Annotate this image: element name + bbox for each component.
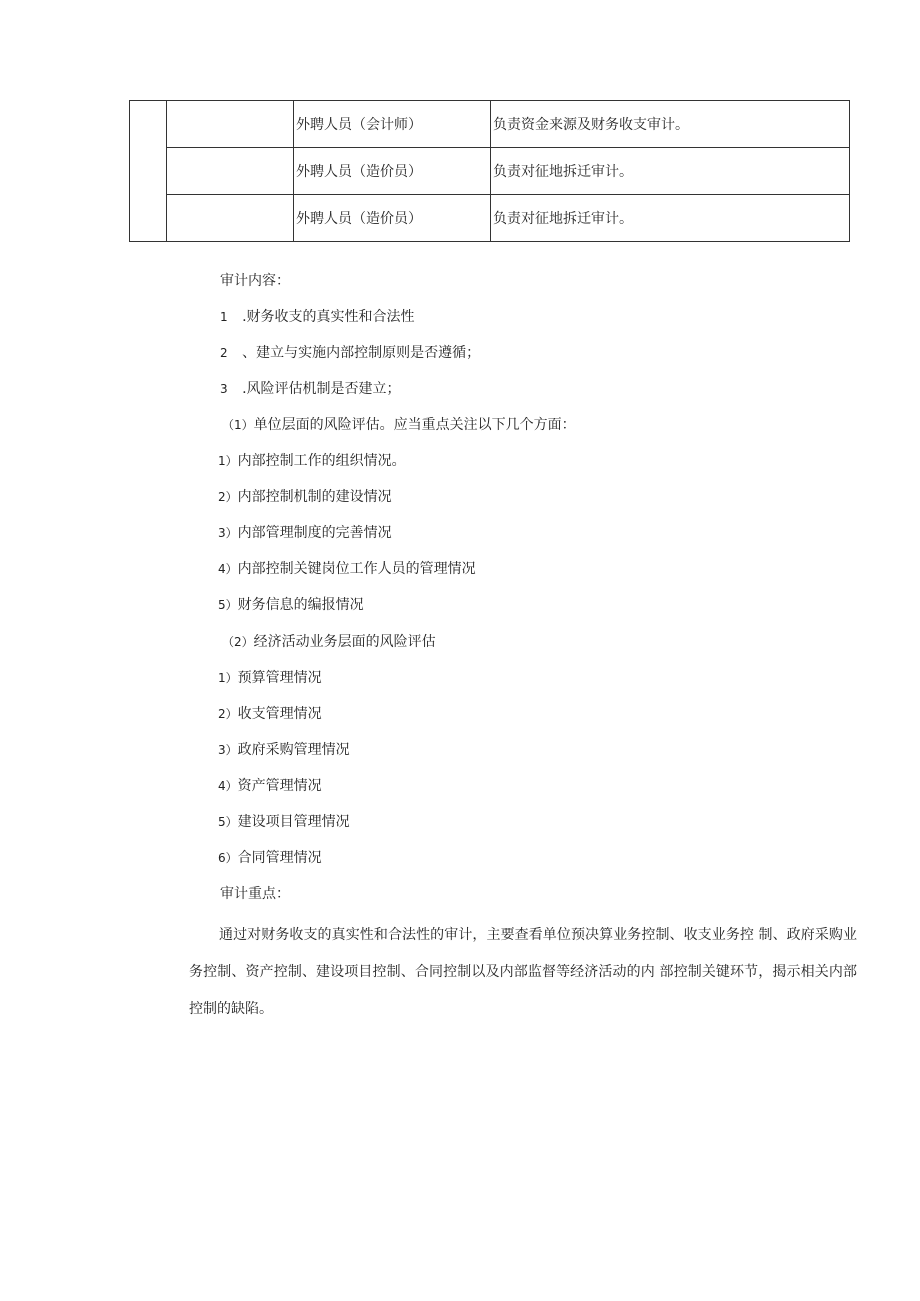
list-item-text: 资产管理情况 bbox=[237, 778, 322, 794]
list-item bbox=[218, 668, 322, 688]
list-item-text: 内部控制机制的建设情况 bbox=[237, 489, 392, 505]
list-item-text: .财务收支的真实性和合法性 bbox=[242, 309, 415, 325]
list-item bbox=[218, 523, 392, 543]
table-cell-duty: 负责资金来源及财务收支审计。 bbox=[491, 101, 850, 148]
list-item-number: 1 bbox=[220, 310, 228, 324]
list-item-text: 内部管理制度的完善情况 bbox=[237, 525, 392, 541]
list-item bbox=[218, 451, 406, 471]
list-item-text: 预算管理情况 bbox=[237, 670, 322, 686]
sub-heading-number: （2） bbox=[222, 635, 254, 649]
list-item-number: 1） bbox=[218, 454, 238, 468]
sub-heading-text: 经济活动业务层面的风险评估 bbox=[253, 634, 436, 650]
list-item-number: 2） bbox=[218, 490, 238, 504]
list-item bbox=[220, 379, 401, 399]
list-item-number: 3） bbox=[218, 743, 238, 757]
list-item-number: 2 bbox=[220, 346, 228, 360]
list-item bbox=[220, 307, 415, 327]
list-item-number: 3） bbox=[218, 526, 238, 540]
list-item-text: 政府采购管理情况 bbox=[237, 742, 350, 758]
list-item-text: 内部控制工作的组织情况。 bbox=[237, 453, 406, 469]
list-item-text: 收支管理情况 bbox=[237, 706, 322, 722]
sub-heading-number: （1） bbox=[222, 418, 254, 432]
audit-focus-heading: 审计重点： bbox=[220, 886, 290, 902]
table-cell-role: 外聘人员（造价员） bbox=[294, 148, 491, 195]
sub-heading bbox=[222, 415, 576, 435]
list-item-text: .风险评估机制是否建立； bbox=[242, 381, 401, 397]
list-item bbox=[218, 812, 350, 832]
table-row bbox=[130, 195, 850, 242]
list-item-number: 3 bbox=[220, 382, 228, 396]
list-item-number: 5） bbox=[218, 815, 238, 829]
sub-heading bbox=[222, 632, 436, 652]
list-item bbox=[218, 487, 392, 507]
table-cell-empty bbox=[167, 148, 294, 195]
table-cell-empty bbox=[167, 195, 294, 242]
list-item-text: 、建立与实施内部控制原则是否遵循； bbox=[242, 345, 481, 361]
audit-content-heading: 审计内容： bbox=[220, 273, 290, 289]
table-cell-role: 外聘人员（会计师） bbox=[294, 101, 491, 148]
list-item-number: 2） bbox=[218, 707, 238, 721]
list-item bbox=[218, 740, 350, 760]
list-item-number: 4） bbox=[218, 779, 238, 793]
list-item bbox=[218, 704, 322, 724]
list-item-text: 财务信息的编报情况 bbox=[237, 597, 364, 613]
table-row bbox=[130, 101, 850, 148]
list-item-number: 5） bbox=[218, 598, 238, 612]
list-item bbox=[220, 343, 480, 363]
table-cell-empty bbox=[167, 101, 294, 148]
list-item bbox=[218, 776, 322, 796]
list-item-number: 4） bbox=[218, 562, 238, 576]
list-item-number: 6） bbox=[218, 851, 238, 865]
list-item bbox=[218, 848, 322, 868]
list-item-text: 建设项目管理情况 bbox=[237, 814, 350, 830]
list-item bbox=[218, 559, 476, 579]
list-item-text: 合同管理情况 bbox=[237, 850, 322, 866]
table-cell-duty: 负责对征地拆迁审计。 bbox=[491, 148, 850, 195]
table-cell-role: 外聘人员（造价员） bbox=[294, 195, 491, 242]
staff-table bbox=[129, 100, 850, 242]
sub-heading-text: 单位层面的风险评估。应当重点关注以下几个方面： bbox=[253, 417, 576, 433]
list-item bbox=[218, 595, 364, 615]
audit-focus-paragraph: 通过对财务收支的真实性和合法性的审计，主要查看单位预决算业务控制、收支业务控 制、政府采购业务控制、资产控制、建设项目控制、合同控制以及内部监督等经济活动的内 部控制关键环节，揭示相关内部控制的缺陷。 bbox=[189, 927, 857, 1017]
list-item-text: 内部控制关键岗位工作人员的管理情况 bbox=[237, 561, 476, 577]
table-row bbox=[130, 148, 850, 195]
table-cell-duty: 负责对征地拆迁审计。 bbox=[491, 195, 850, 242]
list-item-number: 1） bbox=[218, 671, 238, 685]
table-merged-cell bbox=[130, 101, 167, 242]
